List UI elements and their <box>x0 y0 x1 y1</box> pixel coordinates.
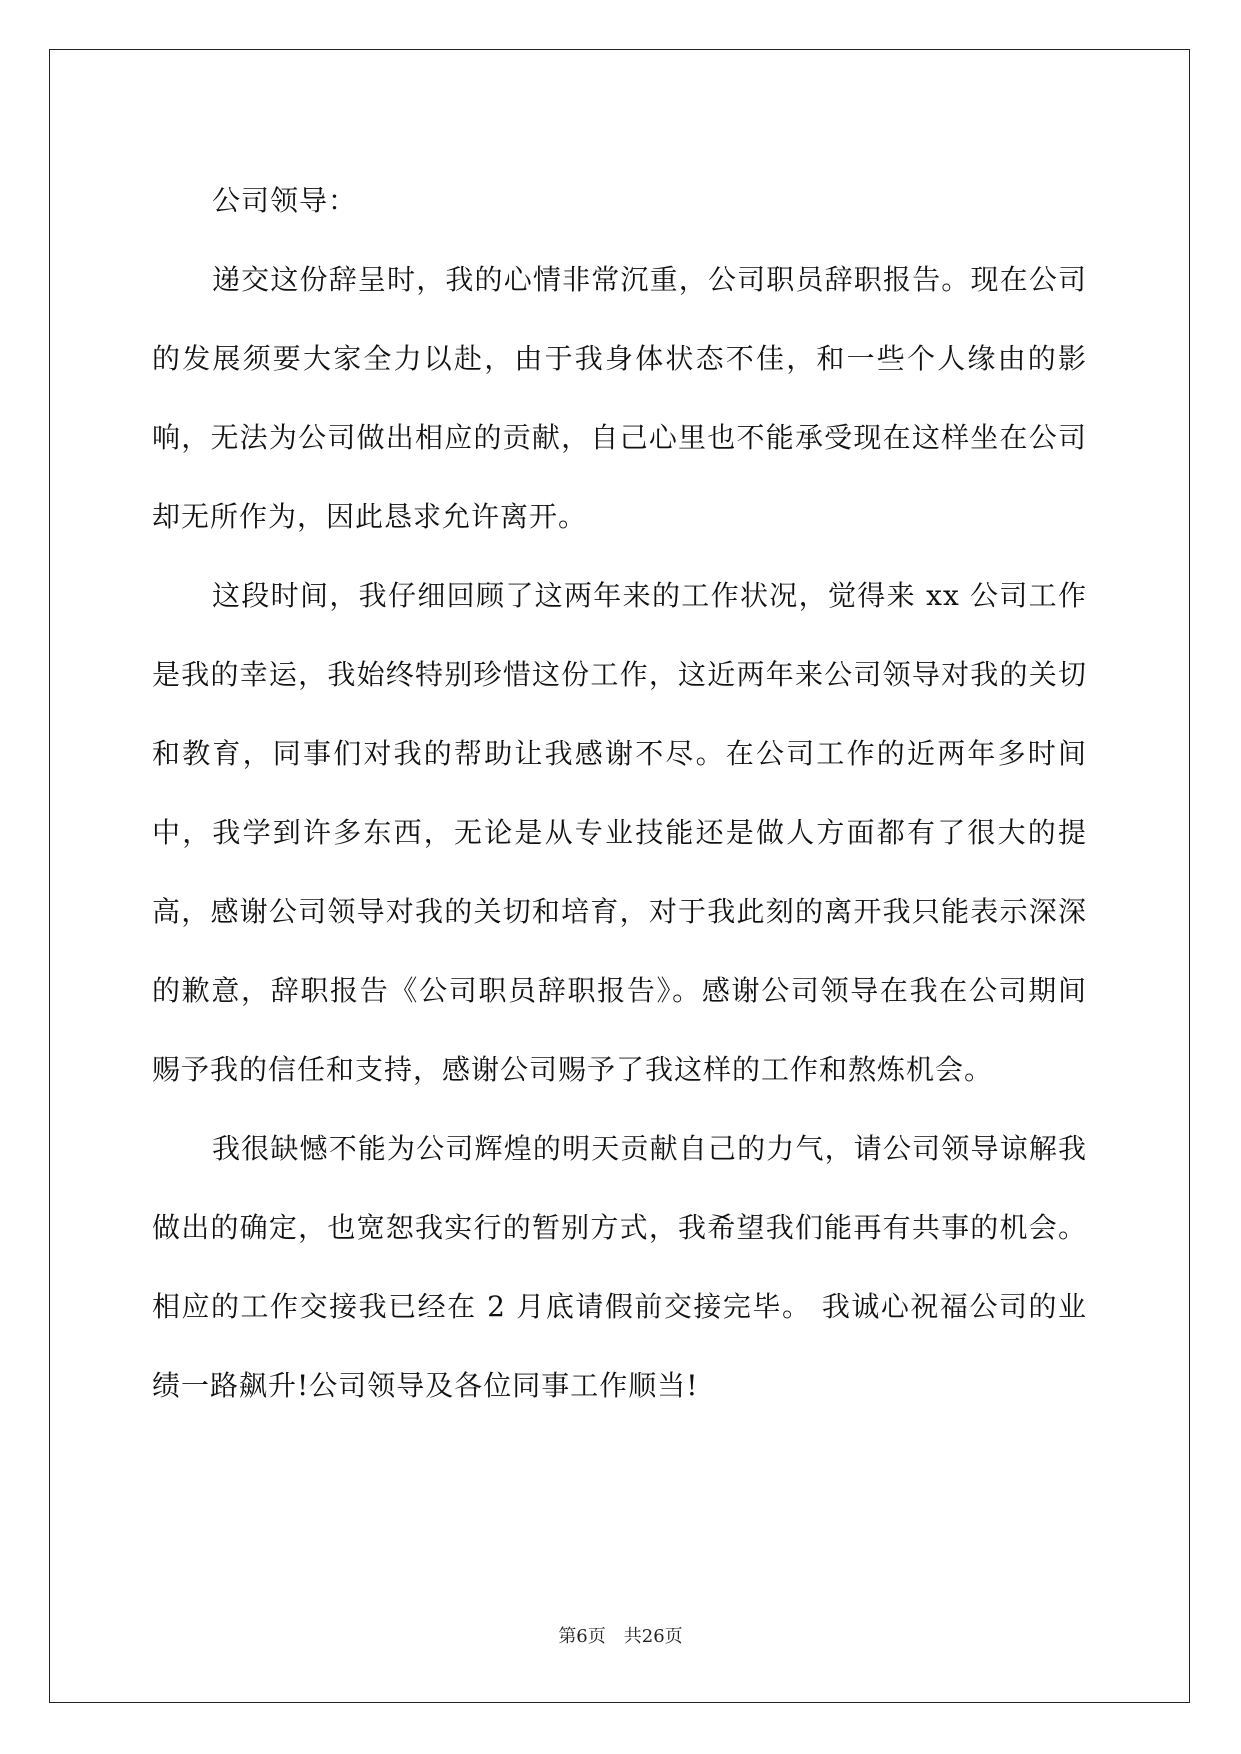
page-total: 共26页 <box>623 1626 683 1647</box>
page-footer <box>0 1625 1241 1649</box>
paragraph-3: 我很缺憾不能为公司辉煌的明天贡献自己的力气，请公司领导谅解我做出的确定，也宽恕我实行的暂别方式，我希望我们能再有共事的机会。相应的工作交接我已经在 2 月底请假前交接完毕。 我诚心祝福公司的业绩一路飙升!公司领导及各位同事工作顺当! <box>152 1132 1087 1402</box>
page-number: 第6页 <box>558 1626 606 1647</box>
salutation: 公司领导： <box>212 184 358 217</box>
letter-body <box>152 161 1087 1425</box>
paragraph-2: 这段时间，我仔细回顾了这两年来的工作状况，觉得来 xx 公司工作是我的幸运，我始终特别珍惜这份工作，这近两年来公司领导对我的关切和教育，同事们对我的帮助让我感谢不尽。在公司工作的近两年多时间中，我学到许多东西，无论是从专业技能还是做人方面都有了很大的提高，感谢公司领导对我的关切和培育，对于我此刻的离开我只能表示深深的歉意，辞职报告《公司职员辞职报告》。感谢公司领导在我在公司期间赐予我的信任和支持，感谢公司赐予了我这样的工作和熬炼机会。 <box>152 579 1087 1086</box>
paragraph-1: 递交这份辞呈时，我的心情非常沉重，公司职员辞职报告。现在公司的发展须要大家全力以赴，由于我身体状态不佳，和一些个人缘由的影响，无法为公司做出相应的贡献，自己心里也不能承受现在这样坐在公司却无所作为，因此恳求允许离开。 <box>152 263 1087 533</box>
